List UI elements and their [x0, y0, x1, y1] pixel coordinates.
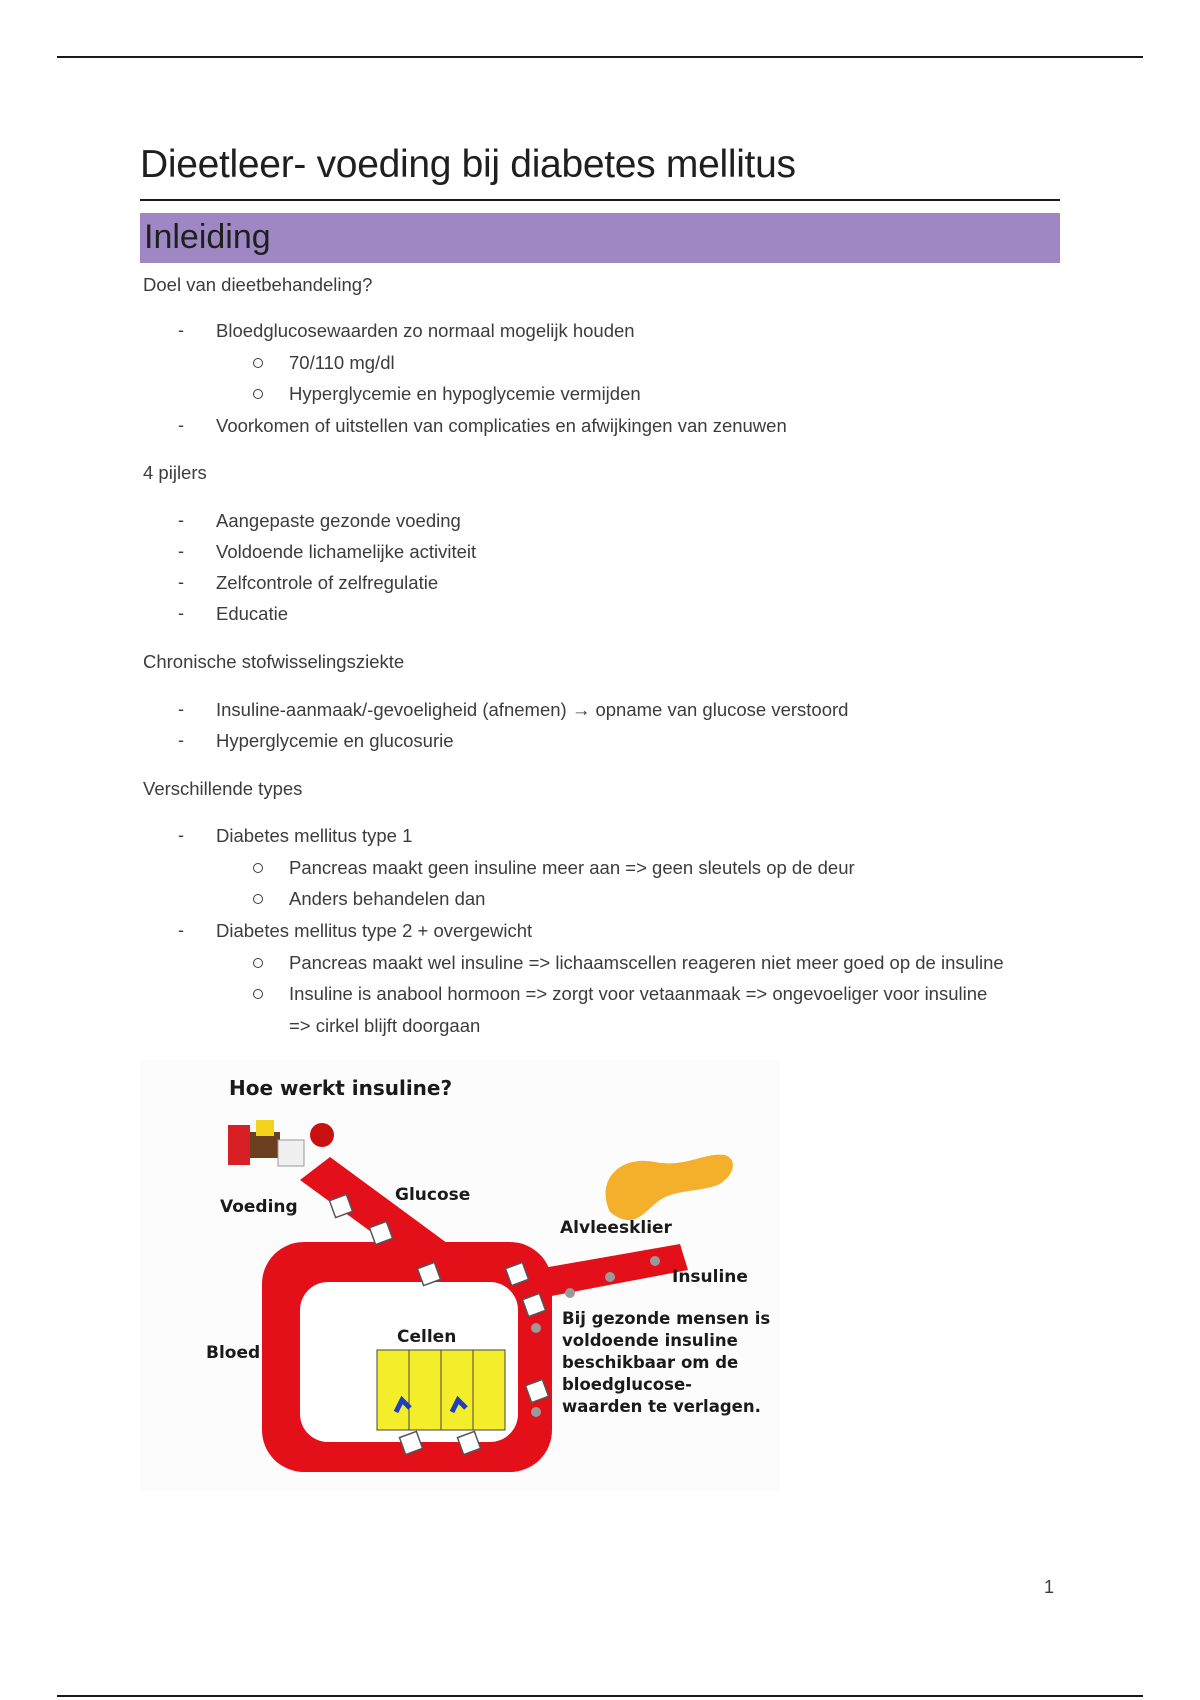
bullet-dash: - — [178, 730, 184, 750]
list-item: Anders behandelen dan — [289, 888, 486, 909]
label-voeding: Voeding — [220, 1197, 298, 1217]
list-item: Bloedglucosewaarden zo normaal mogelijk houden — [216, 320, 635, 341]
insulin-key-icon — [605, 1272, 615, 1282]
bullet-dash: - — [178, 825, 184, 845]
insulin-key-icon — [565, 1288, 575, 1298]
label-insuline: Insuline — [672, 1267, 748, 1287]
bullet-dash: - — [178, 415, 184, 435]
title-underline — [140, 199, 1060, 201]
bullet-dash: - — [178, 572, 184, 592]
list-item: Hyperglycemie en glucosurie — [216, 730, 454, 751]
bullet-dash: - — [178, 920, 184, 940]
list-item: Voorkomen of uitstellen van complicaties en afwijkingen van zenuwen — [216, 415, 787, 436]
insulin-key-icon — [650, 1256, 660, 1266]
diagram-description: Bij gezonde mensen is voldoende insuline beschikbaar om de bloedglucose-waarden te verlagen. — [562, 1309, 771, 1416]
insulin-key-icon — [531, 1323, 541, 1333]
pijlers-heading: 4 pijlers — [143, 462, 207, 483]
list-item: Educatie — [216, 603, 288, 624]
cell-block — [473, 1350, 505, 1430]
bullet-dash: - — [178, 320, 184, 340]
bullet-dash: - — [178, 603, 184, 623]
apple-icon — [310, 1123, 334, 1147]
bullet-circle — [253, 894, 263, 904]
footer-rule — [57, 1695, 1143, 1697]
list-item: Pancreas maakt wel insuline => lichaamscellen reageren niet meer goed op de insuline — [289, 952, 1004, 973]
list-item: 70/110 mg/dl — [289, 352, 395, 373]
chronisch-heading: Chronische stofwisselingsziekte — [143, 651, 405, 672]
doel-question: Doel van dieetbehandeling? — [143, 274, 373, 295]
list-item: Diabetes mellitus type 1 — [216, 825, 413, 846]
label-cellen: Cellen — [397, 1327, 457, 1347]
bullet-dash: - — [178, 541, 184, 561]
bullet-dash: - — [178, 510, 184, 530]
label-alvleesklier: Alvleesklier — [560, 1218, 672, 1238]
header-rule — [57, 56, 1143, 58]
label-glucose: Glucose — [395, 1185, 471, 1205]
list-item: Aangepaste gezonde voeding — [216, 510, 461, 531]
page-title: Dieetleer- voeding bij diabetes mellitus — [140, 143, 796, 186]
list-item: Diabetes mellitus type 2 + overgewicht — [216, 920, 533, 941]
bullet-circle — [253, 863, 263, 873]
diagram-title: Hoe werkt insuline? — [229, 1076, 453, 1100]
food-icon — [278, 1140, 304, 1166]
cell-block — [409, 1350, 441, 1430]
list-item: Pancreas maakt geen insuline meer aan => geen sleutels op de deur — [289, 857, 855, 878]
list-item-continuation: => cirkel blijft doorgaan — [289, 1015, 481, 1036]
list-item: Insuline is anabool hormoon => zorgt voor vetaanmaak => ongevoeliger voor insuline — [289, 983, 988, 1004]
insulin-diagram — [140, 1060, 780, 1490]
list-item: Zelfcontrole of zelfregulatie — [216, 572, 439, 593]
page-number: 1 — [1044, 1577, 1055, 1597]
label-bloed: Bloed — [206, 1343, 261, 1363]
food-icon — [256, 1120, 274, 1136]
bullet-circle — [253, 989, 263, 999]
insulin-key-icon — [531, 1407, 541, 1417]
section-heading: Inleiding — [144, 218, 271, 256]
bullet-dash: - — [178, 699, 184, 719]
cell-block — [441, 1350, 473, 1430]
types-heading: Verschillende types — [143, 778, 303, 799]
list-item: Insuline-aanmaak/-gevoeligheid (afnemen) → opname van glucose verstoord — [216, 699, 849, 720]
bullet-circle — [253, 358, 263, 368]
food-icon — [228, 1125, 250, 1165]
section-heading-bar — [140, 213, 1060, 263]
bullet-circle — [253, 389, 263, 399]
cell-block — [377, 1350, 409, 1430]
list-item: Voldoende lichamelijke activiteit — [216, 541, 477, 562]
bullet-circle — [253, 958, 263, 968]
list-item: Hyperglycemie en hypoglycemie vermijden — [289, 383, 641, 404]
